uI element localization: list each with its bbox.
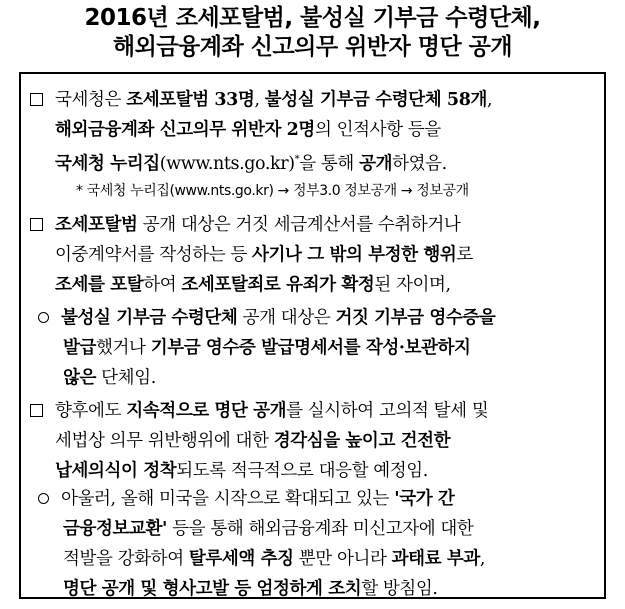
paragraph-3: [38, 303, 603, 393]
footnote: * 국세청 누리집(www.nts.go.kr) → 정부3.0 정보공개 → 정보공개: [76, 183, 469, 199]
title-line-1: 2016년 조세포탈범, 불성실 기부금 수령단체,: [84, 5, 541, 31]
paragraph-5-line-2: 금융정보교환' 등을 통해 해외금융계좌 미신고자에 대한: [63, 519, 474, 539]
document-title: [0, 4, 625, 62]
paragraph-1-line-3: 국세청 누리집(www.nts.go.kr)*을 통해 공개하였음.: [55, 153, 447, 174]
paragraph-1: [30, 85, 600, 175]
title-line-2: 해외금융계좌 신고의무 위반자 명단 공개: [112, 34, 513, 60]
paragraph-5-line-1: 아울러, 올해 미국을 시작으로 확대되고 있는 '국가 간: [38, 484, 603, 514]
square-bullet-icon: [30, 404, 43, 417]
paragraph-3-line-2: 발급했거나 기부금 영수증 발급명세서를 작성·보관하지: [63, 338, 471, 358]
paragraph-4-line-3: 납세의식이 정착되도록 적극적으로 대응할 예정임.: [55, 461, 428, 481]
paragraph-2-line-3: 조세를 포탈하여 조세포탈죄로 유죄가 확정된 자이며,: [55, 275, 451, 295]
square-bullet-icon: [30, 93, 43, 106]
paragraph-2-line-2: 이중계약서를 작성하는 등 사기나 그 밖의 부정한 행위로: [55, 245, 473, 265]
paragraph-1-line-1: 국세청은 조세포탈범 33명, 불성실 기부금 수령단체 58개,: [30, 85, 600, 115]
paragraph-2-line-1: 조세포탈범 공개 대상은 거짓 세금계산서를 수취하거나: [30, 210, 600, 240]
paragraph-5: [38, 484, 603, 604]
paragraph-4-line-1: 향후에도 지속적으로 명단 공개를 실시하여 고의적 탈세 및: [30, 396, 600, 426]
square-bullet-icon: [30, 218, 43, 231]
paragraph-3-line-1: 불성실 기부금 수령단체 공개 대상은 거짓 기부금 영수증을: [38, 303, 603, 333]
paragraph-4-line-2: 세법상 의무 위반행위에 대한 경각심을 높이고 건전한: [55, 431, 451, 451]
paragraph-2: [30, 210, 600, 300]
circle-bullet-icon: [38, 312, 49, 323]
paragraph-5-line-4: 명단 공개 및 형사고발 등 엄정하게 조치할 방침임.: [63, 579, 438, 599]
paragraph-3-line-3: 않은 단체임.: [63, 368, 156, 388]
paragraph-4: [30, 396, 600, 486]
paragraph-5-line-3: 적발을 강화하여 탈루세액 추징 뿐만 아니라 과태료 부과,: [63, 549, 486, 569]
circle-bullet-icon: [38, 493, 49, 504]
paragraph-1-line-2: 해외금융계좌 신고의무 위반자 2명의 인적사항 등을: [55, 120, 441, 140]
